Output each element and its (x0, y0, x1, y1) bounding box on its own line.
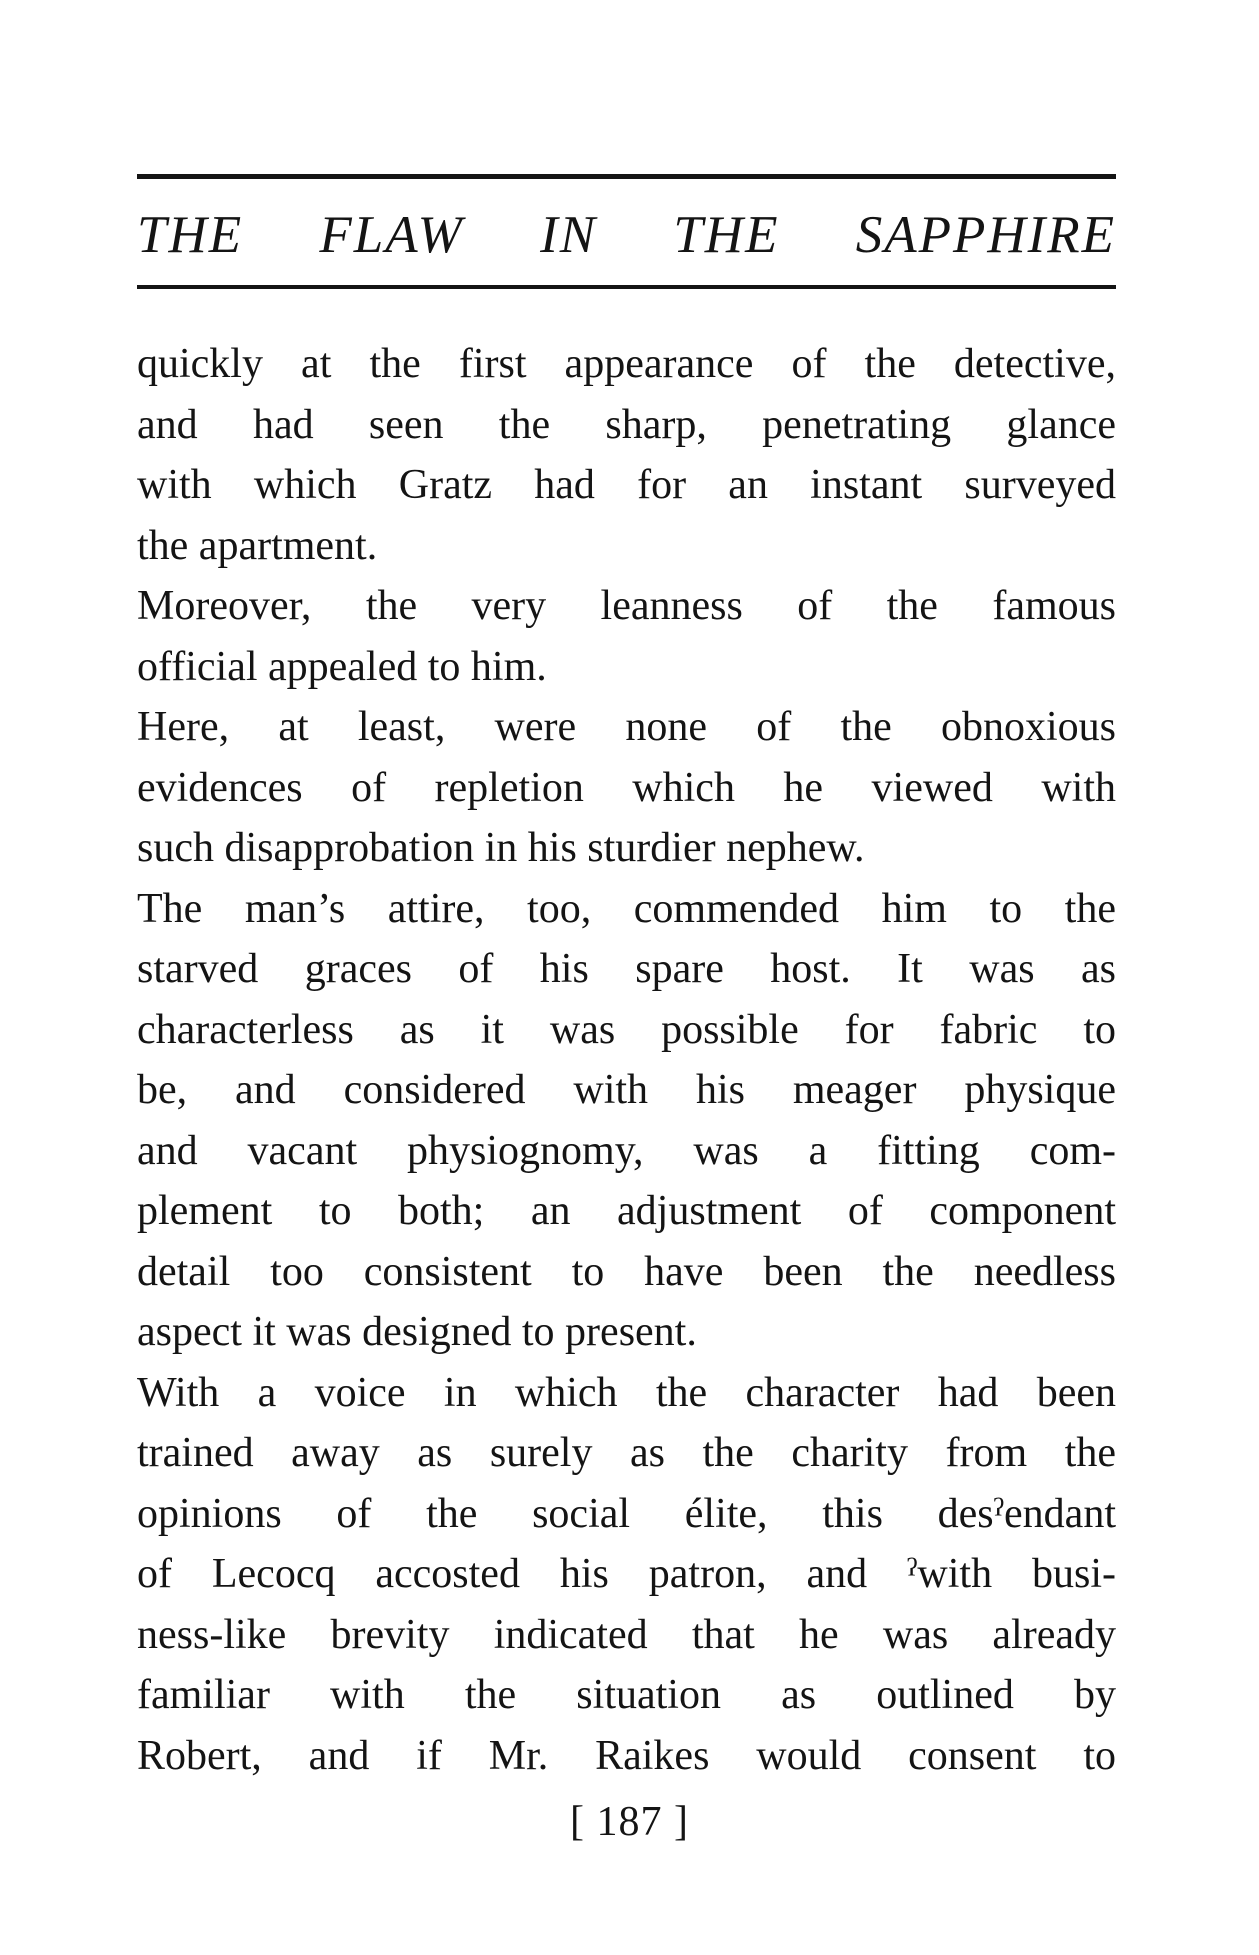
running-head-word: THE (137, 206, 244, 264)
text-line: familiar with the situation as outlined by (137, 1672, 1116, 1718)
text-line: detail too consistent to have been the needless (137, 1248, 1116, 1295)
header-bottom-rule (137, 285, 1116, 289)
text-line: ness-like brevity indicated that he was already (137, 1611, 1116, 1658)
text-line: and had seen the sharp, penetrating glance (137, 401, 1116, 448)
text-line: Moreover, the very leanness of the famous (137, 583, 1116, 629)
running-head-word: FLAW (319, 206, 464, 264)
text-line: with which Gratz had for an instant surveyed (137, 462, 1116, 508)
page-number: [ 187 ] (570, 1799, 689, 1845)
text-line: quickly at the first appearance of the detective, (137, 341, 1116, 387)
text-line: official appealed to him. (137, 643, 547, 690)
text-line: Robert, and if Mr. Raikes would consent to (137, 1732, 1116, 1779)
running-head (137, 198, 1116, 273)
text-line: aspect it was designed to present. (137, 1309, 697, 1355)
text-line: be, and considered with his meager physique (137, 1067, 1116, 1113)
text-line: of Lecocq accosted his patron, and ˀwith busi- (137, 1551, 1116, 1597)
text-line: evidences of repletion which he viewed with (137, 764, 1116, 811)
header-top-rule (137, 174, 1116, 179)
text-line: The man’s attire, too, commended him to the (137, 885, 1116, 932)
running-head-word: SAPPHIRE (855, 206, 1116, 264)
text-line: opinions of the social élite, this desˀendant (137, 1490, 1116, 1537)
text-line: With a voice in which the character had been (137, 1369, 1116, 1416)
body-text (137, 334, 1116, 1786)
text-line: trained away as surely as the charity from the (137, 1430, 1116, 1476)
running-head-word: IN (540, 206, 598, 264)
text-line: plement to both; an adjustment of component (137, 1188, 1116, 1234)
text-line: such disapprobation in his sturdier nephew. (137, 825, 865, 871)
text-line: starved graces of his spare host. It was as (137, 946, 1116, 992)
text-line: and vacant physiognomy, was a fitting com- (137, 1127, 1116, 1174)
text-line: Here, at least, were none of the obnoxious (137, 704, 1116, 750)
running-head-word: THE (673, 206, 780, 264)
text-line: characterless as it was possible for fabric to (137, 1006, 1116, 1053)
text-line: the apartment. (137, 522, 378, 569)
